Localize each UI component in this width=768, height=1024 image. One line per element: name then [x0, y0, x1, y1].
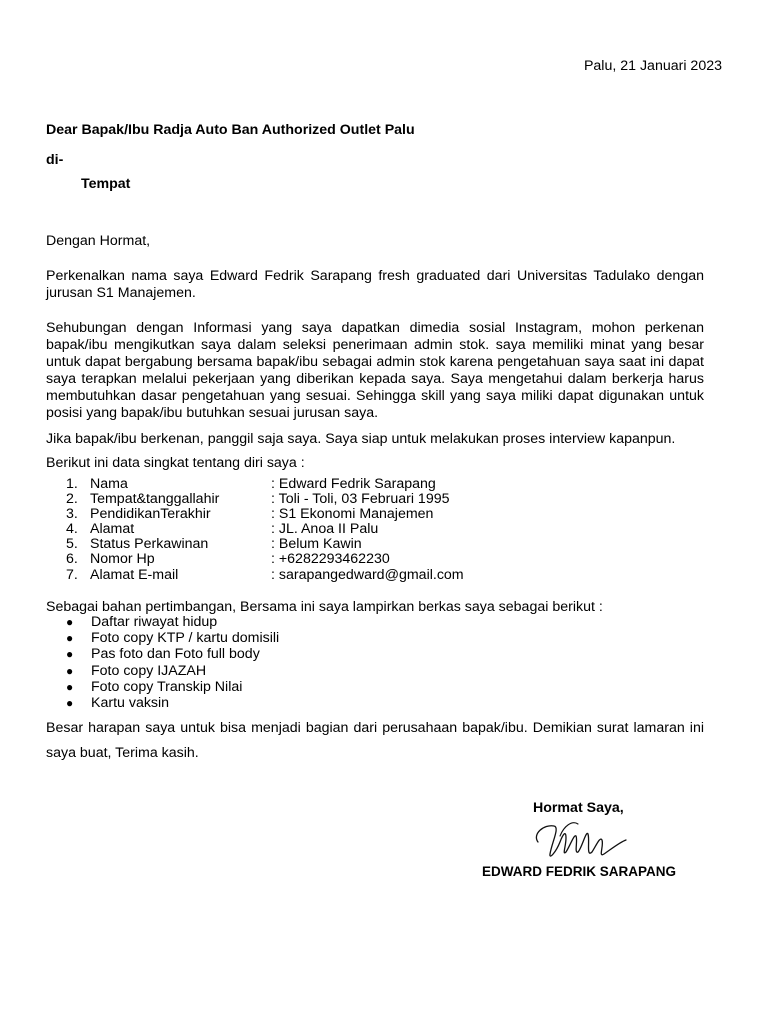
item-value: : sarapangedward@gmail.com: [271, 566, 464, 583]
item-label: Tempat&tanggallahir: [90, 491, 220, 508]
item-number: 6.: [66, 551, 78, 568]
list-item: [66, 477, 464, 492]
place-date: Palu, 21 Januari 2023: [583, 58, 722, 74]
interview-paragraph: Jika bapak/ibu berkenan, panggil saja saya. Saya siap untuk melakukan proses interview kapanpun.: [46, 431, 676, 447]
greeting: Dengan Hormat,: [46, 233, 151, 249]
list-item: [66, 679, 279, 695]
bullet-icon: ●: [66, 663, 74, 678]
item-number: 3.: [66, 506, 78, 523]
body-paragraph: Sehubungan dengan Informasi yang saya dapatkan dimedia sosial Instagram, mohon perkenan bapak/ibu mengikutkan saya dalam seleksi penerimaan admin stok. saya memiliki minat yang besar untuk dapat bergabung bersama bapak/ibu sebagai admin stok karena pengetahuan saya saat ini dapat saya terapkan melalui pekerjaan yang diberikan kepada saya. Saya mengetahui dalam berkerja harus membutuhkan dasar pengetahuan yang sesuai. Sehingga skill yang saya miliki dapat digunakan untuk posisi yang bapak/ibu butuhkan sesuai jurusan saya.: [46, 320, 704, 421]
list-item: [66, 522, 464, 537]
attachment-label: Foto copy Transkip Nilai: [91, 678, 243, 695]
signer-name: EDWARD FEDRIK SARAPANG: [482, 864, 677, 879]
list-item: [66, 614, 279, 630]
item-label: PendidikanTerakhir: [90, 506, 211, 523]
list-item: [66, 630, 279, 646]
list-item: [66, 663, 279, 679]
list-item: [66, 507, 464, 522]
di-line: di-: [46, 152, 64, 168]
attachments-intro: Sebagai bahan pertimbangan, Bersama ini saya lampirkan berkas saya sebagai berikut :: [46, 599, 603, 615]
bullet-icon: ●: [66, 631, 74, 646]
attachment-label: Kartu vaksin: [91, 695, 170, 712]
list-item: [66, 537, 464, 552]
item-number: 4.: [66, 521, 78, 538]
personal-data-list: [66, 477, 464, 583]
list-item: [66, 552, 464, 567]
list-item: [66, 646, 279, 662]
item-label: Nama: [90, 476, 128, 492]
intro-paragraph: Perkenalkan nama saya Edward Fedrik Sarapang fresh graduated dari Universitas Tadulako dengan jurusan S1 Manajemen.: [46, 268, 704, 301]
attachments-list: [66, 614, 279, 711]
attachment-label: Pas foto dan Foto full body: [91, 646, 260, 663]
bullet-icon: ●: [66, 679, 74, 694]
item-label: Alamat: [90, 521, 135, 538]
item-number: 7.: [66, 566, 78, 583]
recipient-line: Dear Bapak/Ibu Radja Auto Ban Authorized Outlet Palu: [46, 122, 415, 138]
item-value: : +6282293462230: [271, 551, 390, 568]
item-label: Alamat E-mail: [90, 566, 179, 583]
attachment-label: Foto copy KTP / kartu domisili: [91, 630, 280, 647]
item-number: 1.: [66, 476, 78, 492]
item-label: Status Perkawinan: [90, 536, 209, 553]
closing-salutation: Hormat Saya,: [533, 800, 624, 816]
bullet-icon: ●: [66, 615, 74, 629]
tempat-line: Tempat: [81, 176, 131, 192]
data-intro: Berikut ini data singkat tentang diri saya :: [46, 455, 305, 471]
list-item: [66, 568, 464, 583]
attachment-label: Foto copy IJAZAH: [91, 662, 207, 679]
attachment-label: Daftar riwayat hidup: [91, 614, 218, 630]
list-item: [66, 492, 464, 507]
item-value: : Belum Kawin: [271, 536, 362, 553]
bullet-icon: ●: [66, 647, 74, 662]
item-number: 5.: [66, 536, 78, 553]
item-number: 2.: [66, 491, 78, 508]
signature-image: [530, 812, 630, 868]
item-value: : Toli - Toli, 03 Februari 1995: [271, 491, 450, 508]
closing-paragraph: Besar harapan saya untuk bisa menjadi bagian dari perusahaan bapak/ibu. Demikian surat lamaran ini saya buat, Terima kasih.: [46, 720, 704, 761]
list-item: [66, 695, 279, 711]
item-value: : JL. Anoa II Palu: [271, 521, 379, 538]
item-label: Nomor Hp: [90, 551, 155, 568]
bullet-icon: ●: [66, 696, 74, 711]
item-value: : S1 Ekonomi Manajemen: [271, 506, 434, 523]
item-value: : Edward Fedrik Sarapang: [271, 476, 436, 492]
